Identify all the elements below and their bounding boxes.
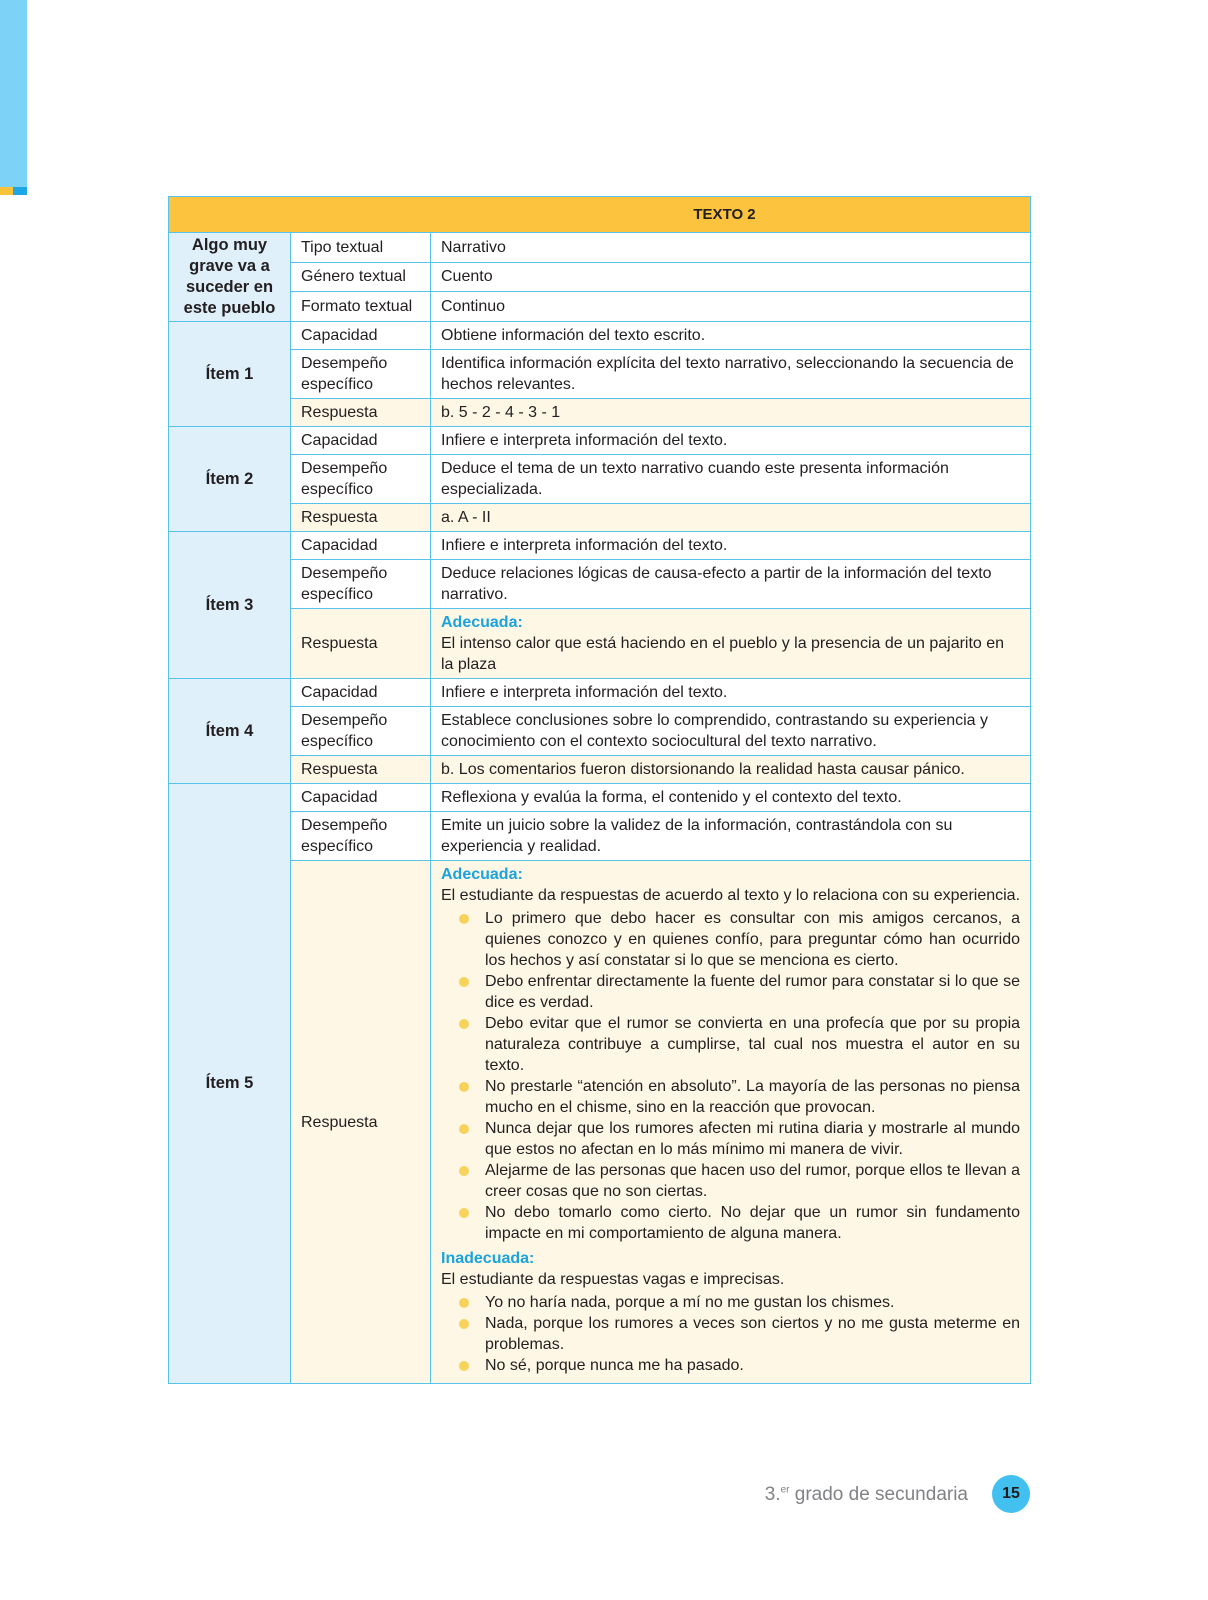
desempeno-label: Desempeño específico xyxy=(291,812,431,861)
table-row xyxy=(169,560,1031,609)
desempeno-label: Desempeño específico xyxy=(291,560,431,609)
item-name: Ítem 1 xyxy=(169,322,291,427)
list-item: Debo evitar que el rumor se convierta en una profecía que por su propia naturaleza contribuye a cumplirse, tal cual nos muestra el autor en su texto. xyxy=(485,1015,1021,1074)
inadecuada-heading: Inadecuada: xyxy=(441,1250,535,1267)
info-row xyxy=(169,292,1031,322)
capacidad-label: Capacidad xyxy=(291,784,431,812)
capacidad-value: Reflexiona y evalúa la forma, el contenido y el contexto del texto. xyxy=(431,784,1031,812)
respuesta-value: b. Los comentarios fueron distorsionando la realidad hasta causar pánico. xyxy=(431,756,1031,784)
grade-number: 3. xyxy=(764,1484,781,1505)
item-name: Ítem 2 xyxy=(169,427,291,532)
inadecuada-intro: El estudiante da respuestas vagas e imprecisas. xyxy=(441,1271,785,1288)
list-item: No prestarle “atención en absoluto”. La mayoría de las personas no piensa mucho en el chisme, sino en la reacción que provocan. xyxy=(485,1078,1021,1116)
capacidad-value: Infiere e interpreta información del texto. xyxy=(431,532,1031,560)
desempeno-value: Establece conclusiones sobre lo comprendido, contrastando su experiencia y conocimiento con el contexto sociocultural del texto narrativo. xyxy=(431,707,1031,756)
adecuada-intro: El estudiante da respuestas de acuerdo al texto y lo relaciona con su experiencia. xyxy=(441,887,1021,904)
header-title: TEXTO 2 xyxy=(693,206,756,223)
adecuada-answer: El intenso calor que está haciendo en el pueblo y la presencia de un pajarito en la plaza xyxy=(441,635,1005,673)
inadecuada-list xyxy=(441,1292,1020,1376)
list-item: Lo primero que debo hacer es consultar con mis amigos cercanos, a quienes conozco y en quienes confío, para preguntar cómo han ocurrido los hechos y así constatar si lo que se menciona es cierto. xyxy=(485,910,1021,969)
info-value: Narrativo xyxy=(431,233,1031,263)
table-row xyxy=(169,427,1031,455)
info-label: Género textual xyxy=(291,262,431,292)
adecuada-heading: Adecuada: xyxy=(441,614,523,631)
table-row xyxy=(169,399,1031,427)
desempeno-value: Emite un juicio sobre la validez de la información, contrastándola con su experiencia y realidad. xyxy=(431,812,1031,861)
capacidad-value: Obtiene información del texto escrito. xyxy=(431,322,1031,350)
list-item: Nada, porque los rumores a veces son ciertos y no me gusta meterme en problemas. xyxy=(485,1315,1021,1353)
rubric-table xyxy=(168,196,1031,1384)
list-item: Yo no haría nada, porque a mí no me gustan los chismes. xyxy=(485,1292,1020,1313)
table-header xyxy=(169,197,1031,233)
info-row xyxy=(169,262,1031,292)
capacidad-value: Infiere e interpreta información del texto. xyxy=(431,679,1031,707)
list-item: Alejarme de las personas que hacen uso del rumor, porque ellos te llevan a creer cosas que no son ciertas. xyxy=(485,1162,1021,1200)
table-row xyxy=(169,504,1031,532)
capacidad-label: Capacidad xyxy=(291,427,431,455)
grade-text: grado de secundaria xyxy=(789,1484,968,1505)
grade-superscript: er xyxy=(780,1484,790,1496)
respuesta-value xyxy=(431,861,1031,1384)
decorative-side-stripe-yellow xyxy=(0,187,13,195)
item-name: Ítem 5 xyxy=(169,784,291,1384)
capacidad-label: Capacidad xyxy=(291,679,431,707)
item-name: Ítem 4 xyxy=(169,679,291,784)
table-row xyxy=(169,455,1031,504)
item-name: Ítem 3 xyxy=(169,532,291,679)
table-row xyxy=(169,707,1031,756)
decorative-side-bar xyxy=(0,0,27,187)
table-row xyxy=(169,756,1031,784)
info-value: Cuento xyxy=(431,262,1031,292)
desempeno-label: Desempeño específico xyxy=(291,707,431,756)
desempeno-value: Deduce el tema de un texto narrativo cuando este presenta información especializada. xyxy=(431,455,1031,504)
decorative-side-stripe-blue xyxy=(13,187,27,195)
desempeno-label: Desempeño específico xyxy=(291,350,431,399)
respuesta-value: b. 5 - 2 - 4 - 3 - 1 xyxy=(431,399,1031,427)
table-row xyxy=(169,532,1031,560)
respuesta-value: a. A - II xyxy=(431,504,1031,532)
grade-label xyxy=(765,1484,968,1506)
table-row xyxy=(169,784,1031,812)
table-row xyxy=(169,322,1031,350)
table-header-row xyxy=(169,197,1031,233)
list-item: Debo enfrentar directamente la fuente del rumor para constatar si lo que se dice es verdad. xyxy=(485,973,1021,1011)
respuesta-label: Respuesta xyxy=(291,504,431,532)
desempeno-label: Desempeño específico xyxy=(291,455,431,504)
info-value: Continuo xyxy=(431,292,1031,322)
respuesta-label: Respuesta xyxy=(291,399,431,427)
respuesta-label: Respuesta xyxy=(291,756,431,784)
info-label: Formato textual xyxy=(291,292,431,322)
page-number-badge: 15 xyxy=(992,1475,1030,1513)
list-item: No sé, porque nunca me ha pasado. xyxy=(485,1355,1020,1376)
respuesta-label: Respuesta xyxy=(291,861,431,1384)
table-row xyxy=(169,861,1031,1384)
list-item: No debo tomarlo como cierto. No dejar que un rumor sin fundamento impacte en mi comportamiento de alguna manera. xyxy=(485,1204,1021,1242)
info-label: Tipo textual xyxy=(291,233,431,263)
capacidad-label: Capacidad xyxy=(291,532,431,560)
capacidad-label: Capacidad xyxy=(291,322,431,350)
respuesta-value xyxy=(431,609,1031,679)
capacidad-value: Infiere e interpreta información del texto. xyxy=(431,427,1031,455)
list-item: Nunca dejar que los rumores afecten mi rutina diaria y mostrarle al mundo que estos no afectan en lo más mínimo mi manera de vivir. xyxy=(485,1120,1021,1158)
adecuada-heading: Adecuada: xyxy=(441,866,523,883)
info-row xyxy=(169,233,1031,263)
text-title-cell: Algo muy grave va a suceder en este pueblo xyxy=(169,233,291,322)
table-row xyxy=(169,679,1031,707)
desempeno-value: Identifica información explícita del texto narrativo, seleccionando la secuencia de hechos relevantes. xyxy=(431,350,1031,399)
table-row xyxy=(169,812,1031,861)
table-row xyxy=(169,609,1031,679)
respuesta-label: Respuesta xyxy=(291,609,431,679)
desempeno-value: Deduce relaciones lógicas de causa-efecto a partir de la información del texto narrativo. xyxy=(431,560,1031,609)
table-row xyxy=(169,350,1031,399)
adecuada-list xyxy=(441,908,1020,1244)
